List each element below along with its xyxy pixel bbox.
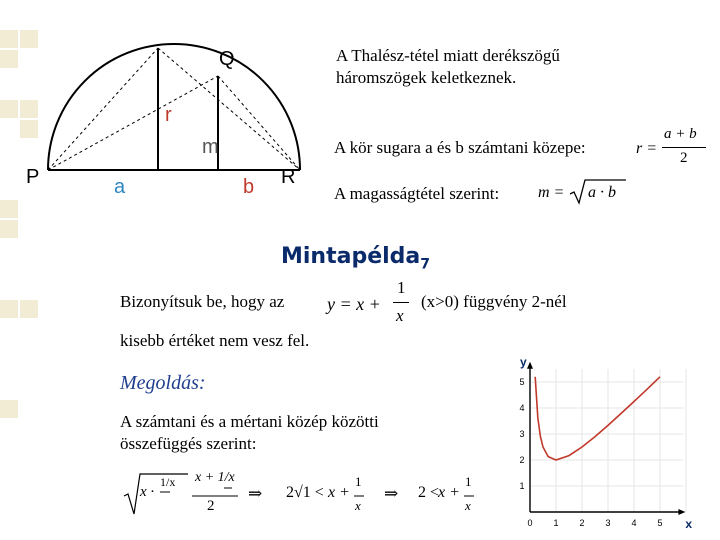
x-tick-label: 1 (553, 518, 559, 528)
label-q: Q (219, 48, 235, 70)
function-curve (535, 377, 660, 460)
formula-y-denominator: x (396, 306, 404, 325)
label-r: r (165, 104, 172, 126)
chain-rhs-den-1: x (355, 498, 361, 513)
label-p: P (26, 166, 40, 188)
y-axis-arrow (527, 362, 533, 369)
chord-pq (48, 76, 218, 170)
chain-rhs-expr-2: x + (438, 484, 460, 501)
intro-line-2: háromszögek keletkeznek. (336, 68, 517, 87)
solution-text-2: összefüggés szerint: (120, 434, 257, 453)
chain-part2: 2√1 < (286, 484, 324, 501)
x-axis-arrow (678, 509, 685, 515)
task-text-pre: Bizonyítsuk be, hogy az (120, 292, 285, 311)
chain-radicand-a: x · (140, 484, 155, 500)
formula-y-lhs: y = x + (327, 294, 381, 314)
chain-big-frac-num: x + 1/x (195, 470, 235, 485)
chain-rhs-expr-1: x + (328, 484, 350, 501)
label-r-point: R (281, 166, 296, 188)
task-text-line2: kisebb értéket nem vesz fel. (120, 331, 310, 350)
x-axis-label: x (685, 517, 693, 530)
y-tick-label: 2 (519, 455, 525, 465)
formula-y-bar (393, 302, 409, 303)
label-b: b (243, 176, 255, 198)
solution-text-1: A számtani és a mértani közép közötti (120, 412, 379, 431)
intro-line-1: A Thalész-tétel miatt derékszögű (336, 46, 560, 65)
formula-m-lhs: m = (538, 184, 565, 201)
chain-rhs-den-2: x (465, 498, 471, 513)
formula-r-denominator: 2 (680, 150, 688, 166)
chain-radicand-frac: 1/x (160, 475, 176, 489)
function-graph (500, 340, 700, 530)
y-tick-label: 5 (519, 377, 525, 387)
formula-r-bar (662, 147, 706, 148)
x-tick-label: 2 (579, 518, 585, 528)
y-axis-label: y (520, 354, 527, 369)
chain-rhs-num-1: 1 (355, 474, 362, 489)
y-tick-label: 1 (519, 481, 525, 491)
y-tick-label: 4 (519, 403, 525, 413)
label-a: a (114, 176, 126, 198)
x-tick-label: 4 (631, 518, 637, 528)
semicircle-arc (48, 44, 300, 170)
x-tick-label: 5 (657, 518, 663, 528)
example-title: Mintapélda$_7$ (281, 244, 431, 273)
task-text-post: (x>0) függvény 2-nél (421, 292, 567, 311)
chain-big-frac-den: 2 (207, 498, 215, 514)
y-tick-label: 3 (519, 429, 525, 439)
formula-r-numerator: a + b (664, 126, 697, 142)
example-number: 7 (420, 256, 431, 273)
chain-arrow-2: ⇒ (384, 484, 399, 503)
chain-arrow-1: ⇒ (248, 484, 263, 503)
solution-label: Megoldás: (120, 372, 206, 394)
height-text: A magasságtétel szerint: (334, 184, 500, 203)
radius-text: A kör sugara a és b számtani közepe: (334, 138, 586, 157)
formula-y-numerator: 1 (397, 278, 406, 297)
chain-rhs-num-2: 1 (465, 474, 472, 489)
chain-part3: 2 < (418, 484, 440, 501)
x-tick-label: 3 (605, 518, 611, 528)
label-m: m (202, 136, 219, 158)
formula-m-radicand: a · b (588, 184, 616, 201)
x-tick-label: 0 (527, 518, 533, 528)
chord-qr (218, 76, 300, 170)
formula-r-lhs: r = (636, 140, 658, 157)
